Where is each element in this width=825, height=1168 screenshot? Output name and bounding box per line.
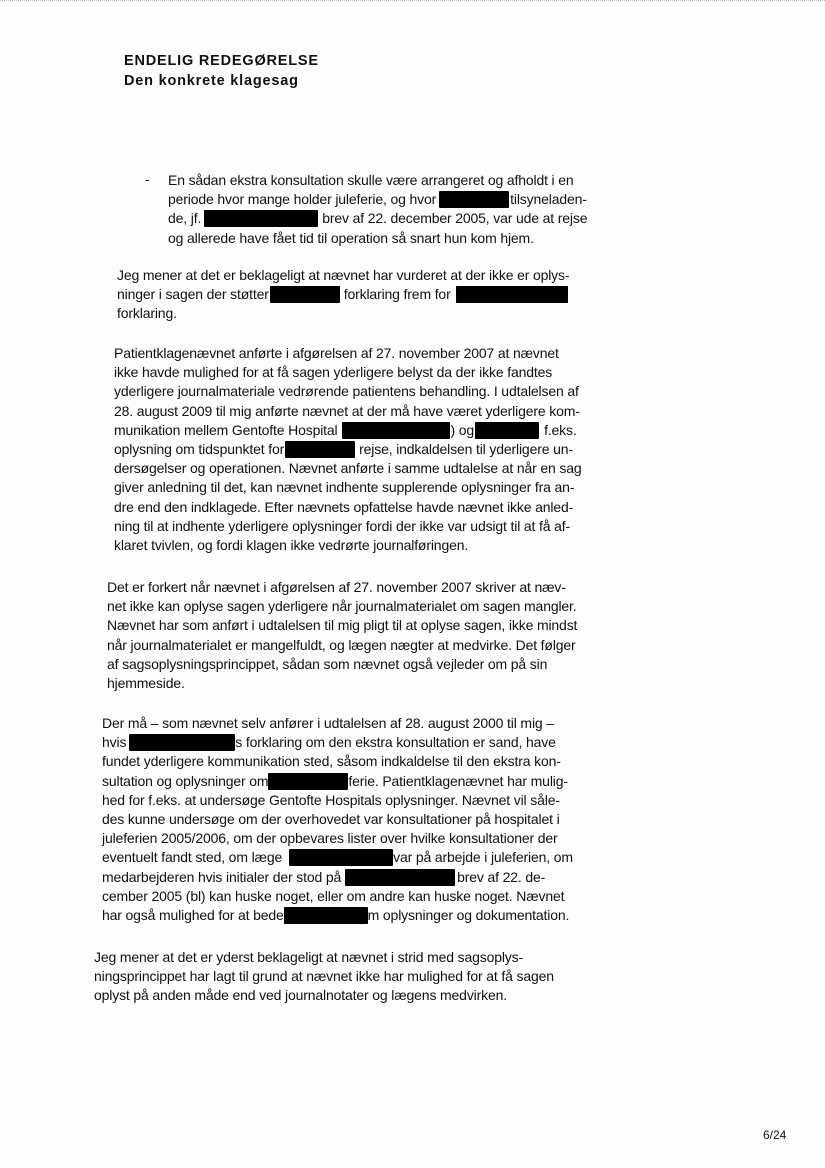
paragraph-4 xyxy=(102,714,702,925)
text-line: En sådan ekstra konsultation skulle være arrangeret og afholdt i en xyxy=(168,172,574,188)
text-line: des kunne undersøge om der overhovedet var konsultationer på hospitalet i xyxy=(102,810,560,827)
text-line: periode hvor mange holder juleferie, og hvor tilsyneladen- xyxy=(168,191,587,208)
text-line: munikation mellem Gentofte Hospital ) og f.eks. xyxy=(114,421,577,438)
document-heading xyxy=(124,51,319,91)
redaction-block xyxy=(129,734,235,751)
bullet-paragraph xyxy=(168,171,608,248)
text-line: klaret tvivlen, og fordi klagen ikke vedrørte journalføringen. xyxy=(114,536,469,553)
text-line: hvis s forklaring om den ekstra konsultation er sand, have xyxy=(102,734,556,751)
redaction-block xyxy=(284,907,368,924)
text-line: af sagsoplysningsprincippet, sådan som nævnet også vejleder om på sin xyxy=(107,655,548,672)
text-line: forklaring. xyxy=(117,305,177,322)
text-line: net ikke kan oplyse sagen yderligere når journalmaterialet om sagen mangler. xyxy=(107,598,577,615)
text-line: eventuelt fandt sted, om læge var på arbejde i juleferien, om xyxy=(102,849,573,866)
text-line: Nævnet har som anført i udtalelsen til mig pligt til at oplyse sagen, ikke mindst xyxy=(107,617,578,634)
heading-subtitle: Den konkrete klagesag xyxy=(124,73,299,89)
text-line: ning til at indhente yderligere oplysninger fordi der ikke var udsigt til at få af- xyxy=(114,517,571,534)
paragraph-5 xyxy=(94,948,694,1006)
text-line: juleferien 2005/2006, om der opbevares lister over hvilke konsultationer der xyxy=(102,830,558,847)
paragraph-1 xyxy=(117,266,717,324)
redaction-block xyxy=(345,869,455,886)
redaction-block xyxy=(342,422,450,439)
redaction-block xyxy=(268,773,348,790)
text-line: giver anledning til det, kan nævnet indhente supplerende oplysninger fra an- xyxy=(114,479,575,496)
redaction-block xyxy=(270,286,340,303)
text-line: Patientklagenævnet anførte i afgørelsen af 27. november 2007 at nævnet xyxy=(114,345,559,361)
text-line: medarbejderen hvis initialer der stod på brev af 22. de- xyxy=(102,868,546,885)
redaction-block xyxy=(439,191,509,208)
page-number: 6/24 xyxy=(763,1128,787,1142)
redaction-block xyxy=(456,286,568,303)
text-line: yderligere journalmateriale vedrørende patientens behandling. I udtalelsen af xyxy=(114,383,579,400)
text-line: Jeg mener at det er beklageligt at nævnet har vurderet at der ikke er oplys- xyxy=(117,267,570,283)
text-line: 28. august 2009 til mig anførte nævnet at der må have været yderligere kom- xyxy=(114,402,580,419)
text-line: oplysning om tidspunktet for rejse, indkaldelsen til yderligere un- xyxy=(114,440,573,457)
text-line: ningsprincippet har lagt til grund at nævnet ikke har mulighed for at få sagen xyxy=(94,968,554,985)
text-line: de, jf. brev af 22. december 2005, var ude at rejse xyxy=(168,210,588,227)
text-line: oplyst på anden måde end ved journalnotater og lægens medvirken. xyxy=(94,987,508,1004)
text-line: cember 2005 (bl) kan huske noget, eller om andre kan huske noget. Nævnet xyxy=(102,887,565,904)
redaction-block xyxy=(204,210,318,227)
text-line: sultation og oplysninger om ferie. Patientklagenævnet har mulig- xyxy=(102,772,568,789)
text-line: hjemmeside. xyxy=(107,674,185,691)
paragraph-2 xyxy=(114,344,714,555)
text-line: når journalmaterialet er mangelfuldt, og lægen nægter at medvirke. Det følger xyxy=(107,636,576,653)
text-line: Der må – som nævnet selv anfører i udtalelsen af 28. august 2000 til mig – xyxy=(102,715,554,731)
bullet-marker: - xyxy=(145,171,150,187)
heading-title: ENDELIG REDEGØRELSE xyxy=(124,53,319,69)
text-line: fundet yderligere kommunikation sted, såsom indkaldelse til den ekstra kon- xyxy=(102,753,561,770)
text-line: ninger i sagen der støtter forklaring frem for xyxy=(117,285,717,304)
text-line: og allerede have fået tid til operation så snart hun kom hjem. xyxy=(168,229,534,246)
text-line: dersøgelser og operationen. Nævnet anførte i samme udtalelse at når en sag xyxy=(114,460,582,477)
text-line: Jeg mener at det er yderst beklageligt at nævnet i strid med sagsoplys- xyxy=(94,949,524,965)
redaction-block xyxy=(475,422,539,439)
paragraph-3 xyxy=(107,578,707,693)
text-line: Det er forkert når nævnet i afgørelsen af 27. november 2007 skriver at næv- xyxy=(107,579,566,595)
scan-edge xyxy=(0,0,825,7)
redaction-block xyxy=(285,441,355,458)
text-line: dre end den indklagede. Efter nævnets opfattelse havde nævnet ikke anled- xyxy=(114,498,574,515)
text-line: ikke havde mulighed for at få sagen yderligere belyst da der ikke fandtes xyxy=(114,364,553,381)
redaction-block xyxy=(289,849,393,866)
text-line: hed for f.eks. at undersøge Gentofte Hospitals oplysninger. Nævnet vil såle- xyxy=(102,791,560,808)
text-line: har også mulighed for at bede m oplysninger og dokumentation. xyxy=(102,906,570,923)
